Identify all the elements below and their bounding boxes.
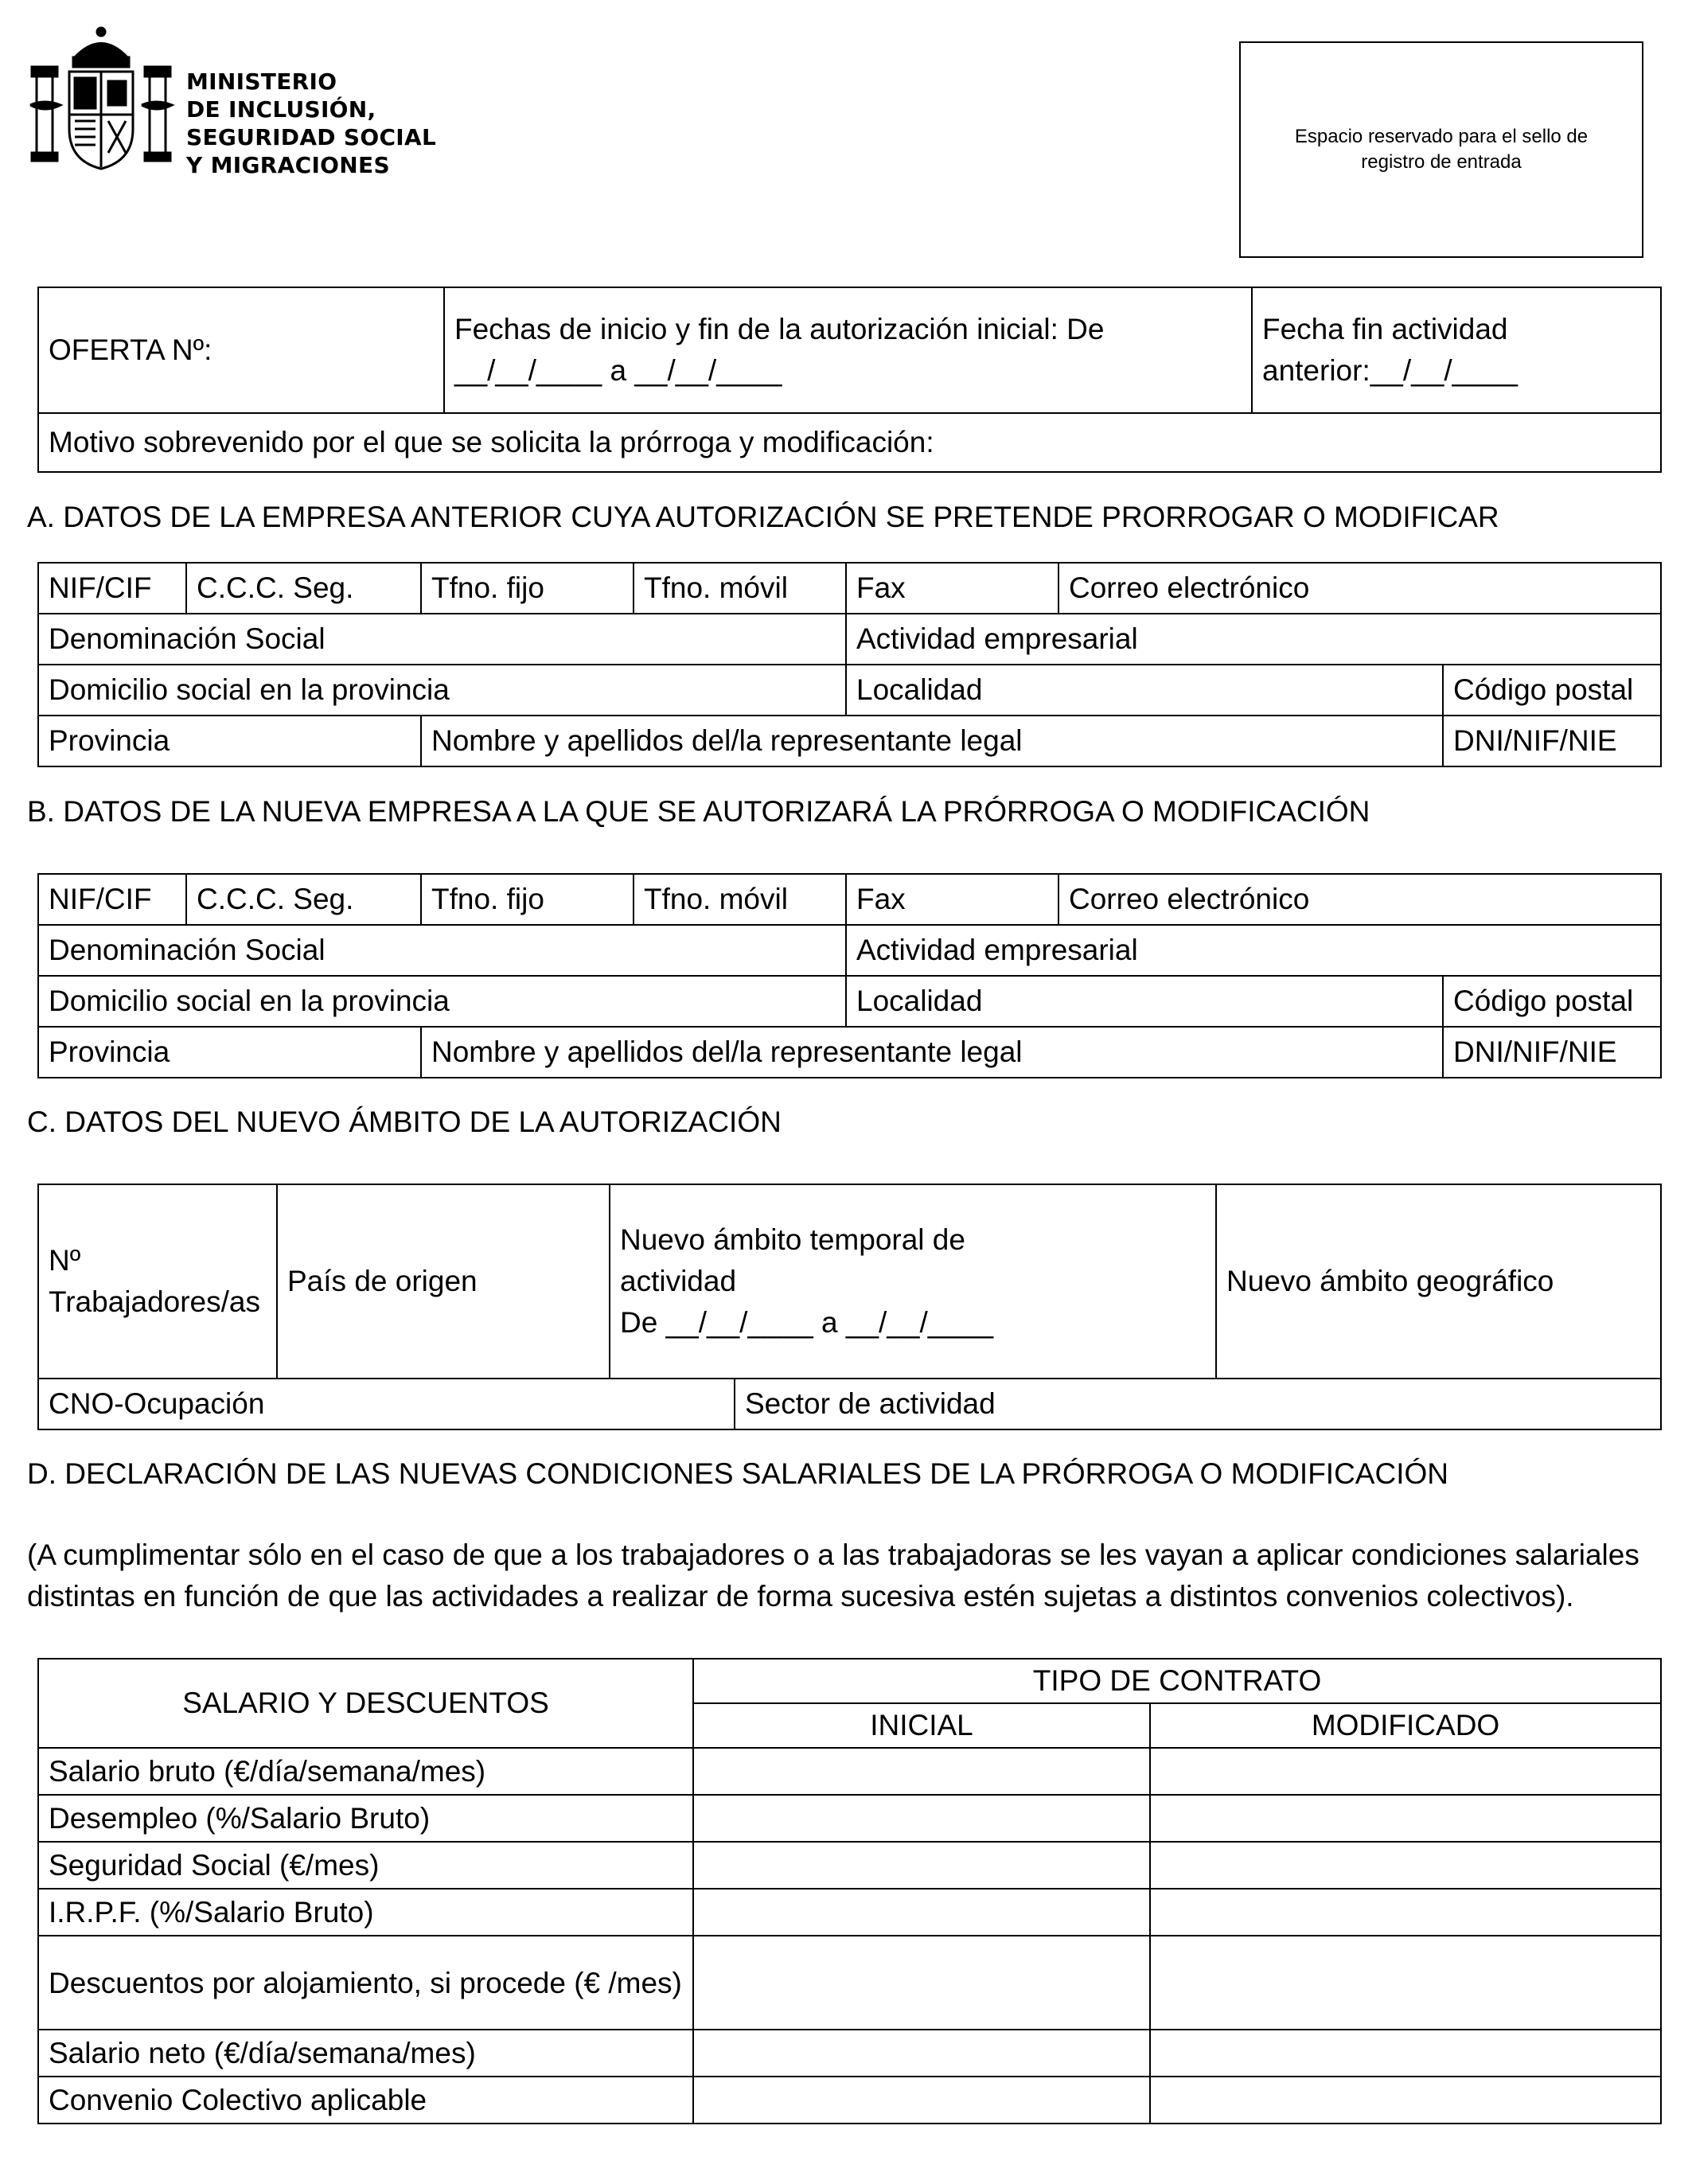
fecha-fin-blanks: anterior:__/__/____	[1262, 354, 1518, 387]
company-b-table	[37, 873, 1662, 1078]
correo-label: Correo electrónico	[1069, 883, 1310, 915]
pais-field[interactable]	[277, 1184, 610, 1379]
localidad-label: Localidad	[856, 985, 983, 1017]
denominacion-field[interactable]	[38, 925, 846, 976]
dni-label: DNI/NIF/NIE	[1453, 1035, 1617, 1068]
offer-table	[37, 287, 1662, 473]
domicilio-field[interactable]	[38, 976, 846, 1027]
provincia-label: Provincia	[49, 1035, 170, 1068]
ministry-name	[186, 68, 436, 179]
denominacion-label: Denominación Social	[49, 622, 326, 655]
nif-label: NIF/CIF	[49, 883, 152, 915]
ambito-temporal-field[interactable]	[610, 1184, 1216, 1379]
nif-label: NIF/CIF	[49, 571, 152, 604]
tmovil-field[interactable]	[634, 563, 846, 614]
coat-of-arms-icon	[25, 25, 177, 177]
temporal-label: Nuevo ámbito temporal de	[620, 1223, 965, 1256]
ccc-label: C.C.C. Seg.	[197, 571, 354, 604]
scope-table	[37, 1184, 1662, 1430]
motivo-field[interactable]	[38, 413, 1661, 472]
inicial-input[interactable]	[693, 1842, 1150, 1889]
salary-table	[37, 1658, 1662, 2124]
ministry-line: SEGURIDAD SOCIAL	[186, 124, 437, 150]
tfijo-label: Tfno. fijo	[431, 883, 544, 915]
inicial-input[interactable]	[693, 1748, 1150, 1795]
table-row-label	[38, 1795, 693, 1842]
fax-label: Fax	[856, 571, 906, 604]
row-label: Salario bruto (€/día/semana/mes)	[49, 1754, 486, 1788]
table-row-label	[38, 2030, 693, 2077]
ministry-line: Y MIGRACIONES	[186, 152, 390, 178]
tfijo-field[interactable]	[421, 563, 634, 614]
table-row-label	[38, 1748, 693, 1795]
localidad-field[interactable]	[846, 976, 1443, 1027]
ambito-geografico-field[interactable]	[1216, 1184, 1661, 1379]
modificado-input[interactable]	[1150, 1889, 1661, 1936]
actividad-field[interactable]	[846, 925, 1661, 976]
modificado-input[interactable]	[1150, 1842, 1661, 1889]
oferta-field[interactable]	[38, 287, 444, 413]
correo-field[interactable]	[1058, 874, 1661, 925]
section-c-title: C. DATOS DEL NUEVO ÁMBITO DE LA AUTORIZACIÓN	[27, 1106, 782, 1138]
inicial-label: INICIAL	[870, 1709, 973, 1741]
representante-field[interactable]	[421, 716, 1443, 766]
domicilio-field[interactable]	[38, 665, 846, 716]
nif-field[interactable]	[38, 563, 186, 614]
row-label: Desempleo (%/Salario Bruto)	[49, 1801, 431, 1835]
modificado-input[interactable]	[1150, 1795, 1661, 1842]
table-row-label	[38, 1889, 693, 1936]
modificado-input[interactable]	[1150, 1748, 1661, 1795]
section-d-title: D. DECLARACIÓN DE LAS NUEVAS CONDICIONES SALARIALES DE LA PRÓRROGA O MODIFICACIÓN	[27, 1457, 1448, 1490]
table-row-label	[38, 1842, 693, 1889]
cp-field[interactable]	[1443, 976, 1661, 1027]
actividad-field[interactable]	[846, 614, 1661, 665]
inicial-input[interactable]	[693, 2077, 1150, 2124]
fecha-fin-field[interactable]	[1252, 287, 1661, 413]
modificado-input[interactable]	[1150, 1936, 1661, 2030]
trabajadores-label: Trabajadores/as	[49, 1285, 260, 1318]
temporal-dates: De __/__/____ a __/__/____	[620, 1306, 994, 1339]
geografico-label: Nuevo ámbito geográfico	[1226, 1265, 1554, 1297]
provincia-field[interactable]	[38, 716, 421, 766]
fax-label: Fax	[856, 883, 906, 915]
denominacion-field[interactable]	[38, 614, 846, 665]
fecha-fin-label: Fecha fin actividad	[1262, 313, 1508, 345]
nif-field[interactable]	[38, 874, 186, 925]
inicial-input[interactable]	[693, 1936, 1150, 2030]
company-a-table	[37, 562, 1662, 767]
row-label: Convenio Colectivo aplicable	[49, 2083, 427, 2116]
tmovil-label: Tfno. móvil	[644, 883, 788, 915]
provincia-label: Provincia	[49, 724, 170, 757]
ccc-field[interactable]	[186, 563, 421, 614]
modificado-label: MODIFICADO	[1311, 1709, 1500, 1741]
num-trabajadores-field[interactable]	[38, 1184, 277, 1379]
cp-label: Código postal	[1453, 673, 1634, 706]
cno-field[interactable]	[38, 1379, 735, 1429]
temporal-label-2: actividad	[620, 1265, 737, 1297]
localidad-field[interactable]	[846, 665, 1443, 716]
cp-field[interactable]	[1443, 665, 1661, 716]
ministry-line: DE INCLUSIÓN,	[186, 96, 376, 123]
representante-label: Nombre y apellidos del/la representante legal	[431, 1035, 1023, 1068]
fechas-field[interactable]	[444, 287, 1252, 413]
motivo-label: Motivo sobrevenido por el que se solicita la prórroga y modificación:	[49, 426, 934, 458]
inicial-header	[693, 1703, 1150, 1748]
actividad-label: Actividad empresarial	[856, 934, 1138, 966]
representante-field[interactable]	[421, 1027, 1443, 1078]
section-a-title: A. DATOS DE LA EMPRESA ANTERIOR CUYA AUTORIZACIÓN SE PRETENDE PRORROGAR O MODIFICAR	[27, 501, 1499, 533]
tfijo-field[interactable]	[421, 874, 634, 925]
provincia-field[interactable]	[38, 1027, 421, 1078]
cp-label: Código postal	[1453, 985, 1634, 1017]
ministry-line: MINISTERIO	[186, 68, 337, 95]
sector-label: Sector de actividad	[745, 1387, 996, 1420]
tmovil-label: Tfno. móvil	[644, 571, 788, 604]
tmovil-field[interactable]	[634, 874, 846, 925]
correo-field[interactable]	[1058, 563, 1661, 614]
cno-label: CNO-Ocupación	[49, 1387, 265, 1420]
fax-field[interactable]	[846, 563, 1058, 614]
salario-header-label: SALARIO Y DESCUENTOS	[182, 1687, 549, 1719]
ccc-field[interactable]	[186, 874, 421, 925]
stamp-text: Espacio reservado para el sello de registro de entrada	[1294, 126, 1589, 173]
tfijo-label: Tfno. fijo	[431, 571, 544, 604]
domicilio-label: Domicilio social en la provincia	[49, 985, 450, 1017]
actividad-label: Actividad empresarial	[856, 622, 1138, 655]
fechas-blanks: __/__/____ a __/__/____	[454, 354, 782, 387]
table-row-label	[38, 1936, 693, 2030]
dni-label: DNI/NIF/NIE	[1453, 724, 1617, 757]
ccc-label: C.C.C. Seg.	[197, 883, 354, 915]
salario-header	[38, 1659, 693, 1748]
modificado-input[interactable]	[1150, 2077, 1661, 2124]
dni-field[interactable]	[1443, 716, 1661, 766]
tipo-contrato-header	[693, 1659, 1661, 1703]
localidad-label: Localidad	[856, 673, 983, 706]
row-label: I.R.P.F. (%/Salario Bruto)	[49, 1895, 374, 1929]
tipo-contrato-label: TIPO DE CONTRATO	[1032, 1664, 1322, 1697]
correo-label: Correo electrónico	[1069, 571, 1310, 604]
denominacion-label: Denominación Social	[49, 934, 326, 966]
num-label: Nº	[49, 1244, 81, 1277]
modificado-header	[1150, 1703, 1661, 1748]
inicial-input[interactable]	[693, 1889, 1150, 1936]
fax-field[interactable]	[846, 874, 1058, 925]
representante-label: Nombre y apellidos del/la representante legal	[431, 724, 1023, 757]
registry-stamp-box	[1239, 41, 1643, 258]
row-label: Descuentos por alojamiento, si procede (€ /mes)	[49, 1966, 682, 1999]
inicial-input[interactable]	[693, 1795, 1150, 1842]
row-label: Salario neto (€/día/semana/mes)	[49, 2036, 476, 2069]
pais-label: País de origen	[287, 1265, 478, 1297]
dni-field[interactable]	[1443, 1027, 1661, 1078]
sector-field[interactable]	[735, 1379, 1661, 1429]
domicilio-label: Domicilio social en la provincia	[49, 673, 450, 706]
oferta-label: OFERTA Nº:	[49, 333, 212, 366]
section-b-title: B. DATOS DE LA NUEVA EMPRESA A LA QUE SE AUTORIZARÁ LA PRÓRROGA O MODIFICACIÓN	[27, 795, 1370, 828]
fechas-label: Fechas de inicio y fin de la autorización inicial: De	[454, 313, 1105, 345]
section-d-note: (A cumplimentar sólo en el caso de que a los trabajadores o a las trabajadoras se les vayan a aplicar condiciones salariales distintas en función de que las actividades a realizar de forma sucesiva estén sujetas a distintos convenios colectivos).	[27, 1539, 1639, 1613]
modificado-input[interactable]	[1150, 2030, 1661, 2077]
inicial-input[interactable]	[693, 2030, 1150, 2077]
row-label: Seguridad Social (€/mes)	[49, 1848, 380, 1882]
table-row-label	[38, 2077, 693, 2124]
